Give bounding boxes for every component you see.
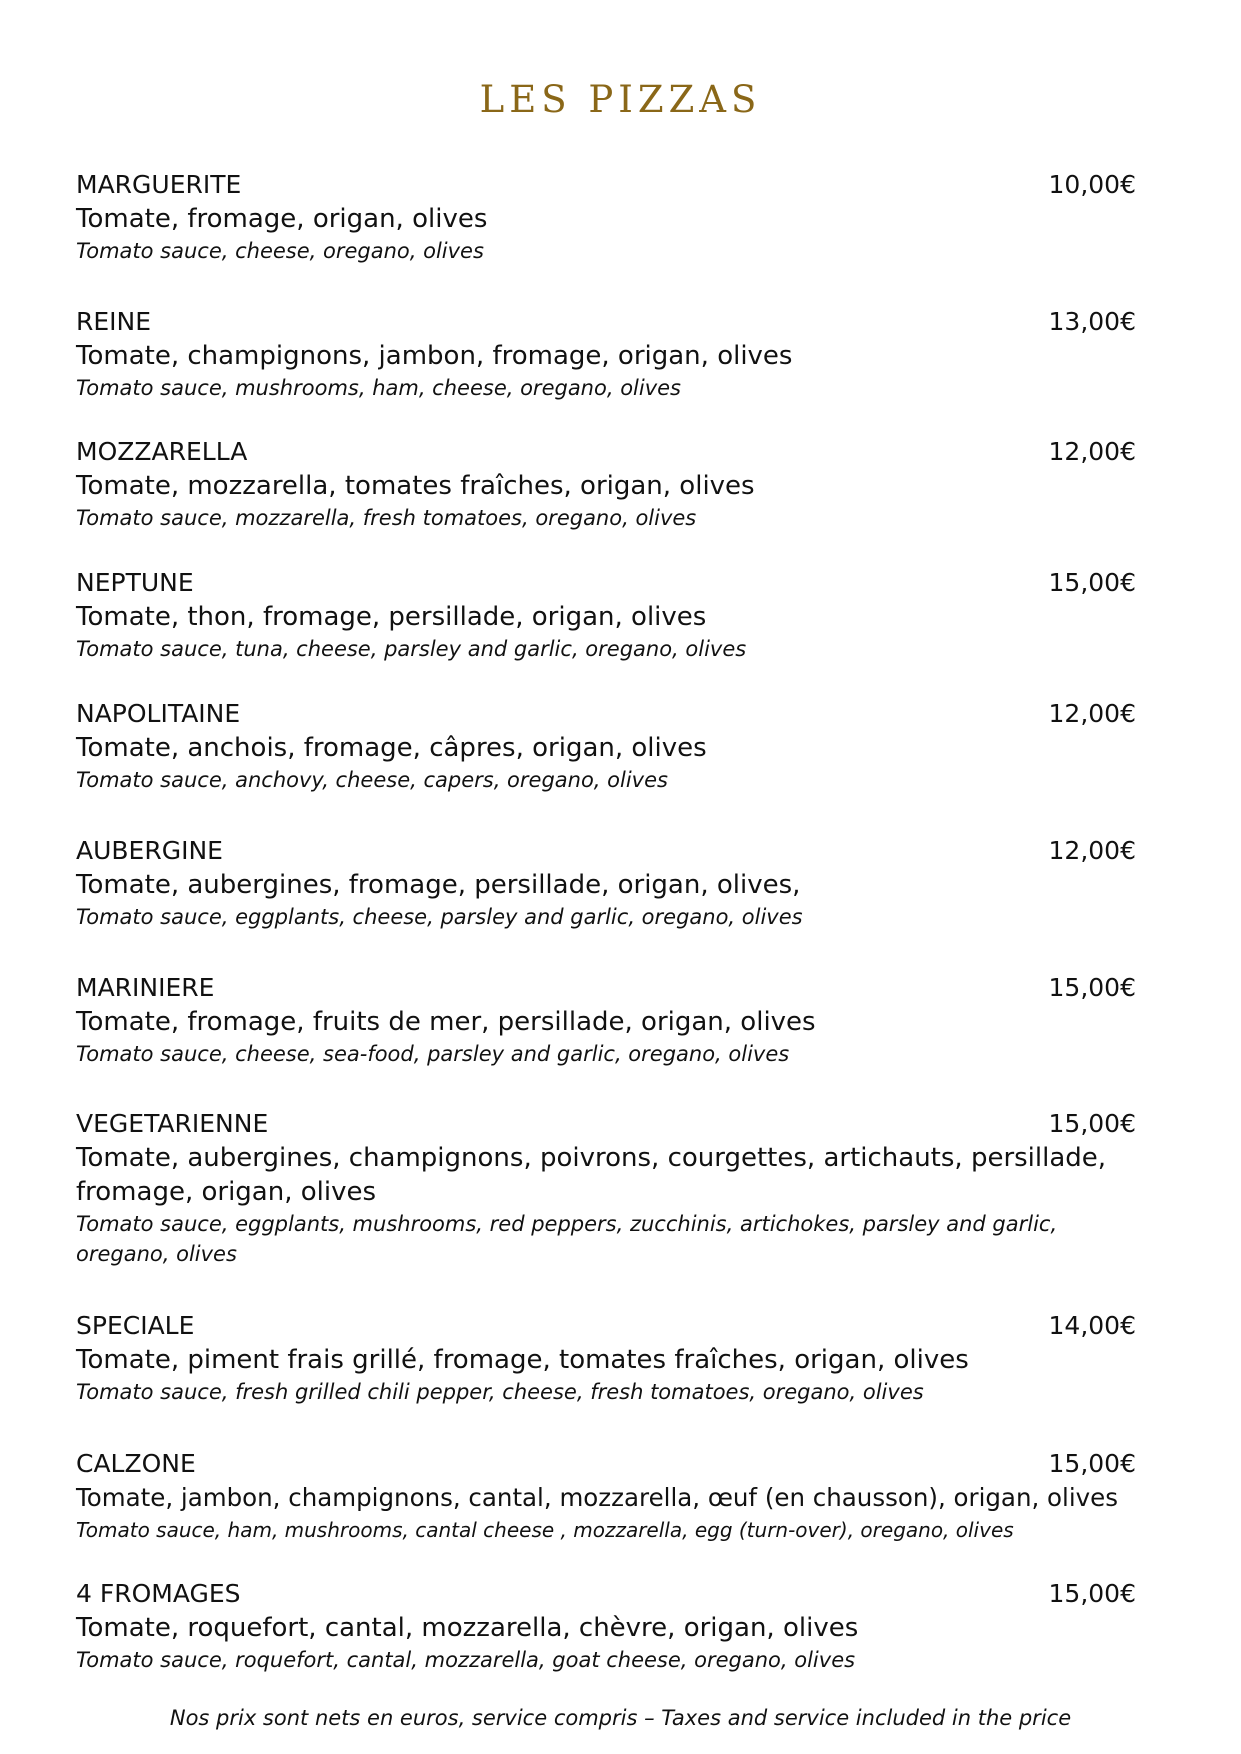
item-description-en: Tomato sauce, cheese, sea-food, parsley and garlic, oregano, olives bbox=[76, 1042, 790, 1066]
item-name: MARGUERITE bbox=[76, 170, 242, 199]
item-name: NAPOLITAINE bbox=[76, 699, 241, 728]
menu-item bbox=[76, 697, 1136, 795]
item-price: 12,00€ bbox=[1048, 699, 1136, 728]
item-description-fr: Tomate, fromage, fruits de mer, persillade, origan, olives bbox=[76, 1007, 816, 1037]
item-price: 15,00€ bbox=[1048, 973, 1136, 1002]
item-description-fr: Tomate, jambon, champignons, cantal, mozzarella, œuf (en chausson), origan, olives bbox=[76, 1483, 1118, 1512]
item-price: 15,00€ bbox=[1048, 1579, 1136, 1608]
page-title: LES PIZZAS bbox=[479, 78, 762, 121]
item-description-en: Tomato sauce, roquefort, cantal, mozzarella, goat cheese, oregano, olives bbox=[76, 1648, 856, 1672]
item-description-fr: Tomate, aubergines, champignons, poivrons, courgettes, artichauts, persillade, fromage, origan, olives bbox=[76, 1143, 1107, 1207]
item-name: 4 FROMAGES bbox=[76, 1579, 241, 1608]
item-description-en: Tomato sauce, cheese, oregano, olives bbox=[76, 239, 484, 263]
menu-item bbox=[76, 971, 1136, 1069]
item-description-fr: Tomate, roquefort, cantal, mozzarella, chèvre, origan, olives bbox=[76, 1613, 859, 1643]
item-description-en: Tomato sauce, mushrooms, ham, cheese, oregano, olives bbox=[76, 376, 682, 400]
item-price: 13,00€ bbox=[1048, 307, 1136, 336]
item-name: NEPTUNE bbox=[76, 568, 194, 597]
item-name: CALZONE bbox=[76, 1449, 196, 1478]
item-description-fr: Tomate, piment frais grillé, fromage, tomates fraîches, origan, olives bbox=[76, 1345, 969, 1375]
item-description-en: Tomato sauce, ham, mushrooms, cantal cheese , mozzarella, egg (turn-over), oregano, olives bbox=[76, 1518, 1014, 1542]
price-notice: Nos prix sont nets en euros, service compris – Taxes and service included in the price bbox=[169, 1706, 1072, 1730]
item-description-en: Tomato sauce, anchovy, cheese, capers, oregano, olives bbox=[76, 768, 668, 792]
item-name: MARINIERE bbox=[76, 973, 215, 1002]
item-description-fr: Tomate, aubergines, fromage, persillade, origan, olives, bbox=[76, 870, 801, 900]
menu-item bbox=[76, 834, 1136, 932]
item-name: REINE bbox=[76, 307, 152, 336]
menu-item bbox=[76, 1577, 1136, 1675]
menu-item bbox=[76, 1107, 1136, 1269]
item-price: 14,00€ bbox=[1048, 1311, 1136, 1340]
item-price: 12,00€ bbox=[1048, 836, 1136, 865]
item-name: SPECIALE bbox=[76, 1311, 195, 1340]
item-price: 10,00€ bbox=[1048, 170, 1136, 199]
item-name: MOZZARELLA bbox=[76, 437, 248, 466]
item-name: AUBERGINE bbox=[76, 836, 223, 865]
item-price: 15,00€ bbox=[1048, 568, 1136, 597]
item-description-en: Tomato sauce, mozzarella, fresh tomatoes, oregano, olives bbox=[76, 506, 697, 530]
item-price: 12,00€ bbox=[1048, 437, 1136, 466]
menu-item bbox=[76, 435, 1136, 533]
item-description-fr: Tomate, mozzarella, tomates fraîches, origan, olives bbox=[76, 471, 755, 501]
menu-item bbox=[76, 566, 1136, 664]
menu-item bbox=[76, 168, 1136, 266]
menu-item bbox=[76, 1309, 1136, 1407]
item-name: VEGETARIENNE bbox=[76, 1109, 269, 1138]
item-description-fr: Tomate, anchois, fromage, câpres, origan, olives bbox=[76, 733, 707, 763]
menu-item bbox=[76, 1447, 1136, 1545]
item-price: 15,00€ bbox=[1048, 1449, 1136, 1478]
item-description-fr: Tomate, thon, fromage, persillade, origan, olives bbox=[76, 602, 707, 632]
menu-item bbox=[76, 305, 1136, 403]
item-description-en: Tomato sauce, tuna, cheese, parsley and garlic, oregano, olives bbox=[76, 637, 747, 661]
item-description-en: Tomato sauce, eggplants, mushrooms, red peppers, zucchinis, artichokes, parsley and garlic, oregano, olives bbox=[76, 1212, 1058, 1266]
item-description-en: Tomato sauce, eggplants, cheese, parsley and garlic, oregano, olives bbox=[76, 905, 803, 929]
item-description-fr: Tomate, champignons, jambon, fromage, origan, olives bbox=[76, 341, 793, 371]
item-price: 15,00€ bbox=[1048, 1109, 1136, 1138]
item-description-fr: Tomate, fromage, origan, olives bbox=[76, 204, 488, 234]
item-description-en: Tomato sauce, fresh grilled chili pepper, cheese, fresh tomatoes, oregano, olives bbox=[76, 1380, 924, 1404]
